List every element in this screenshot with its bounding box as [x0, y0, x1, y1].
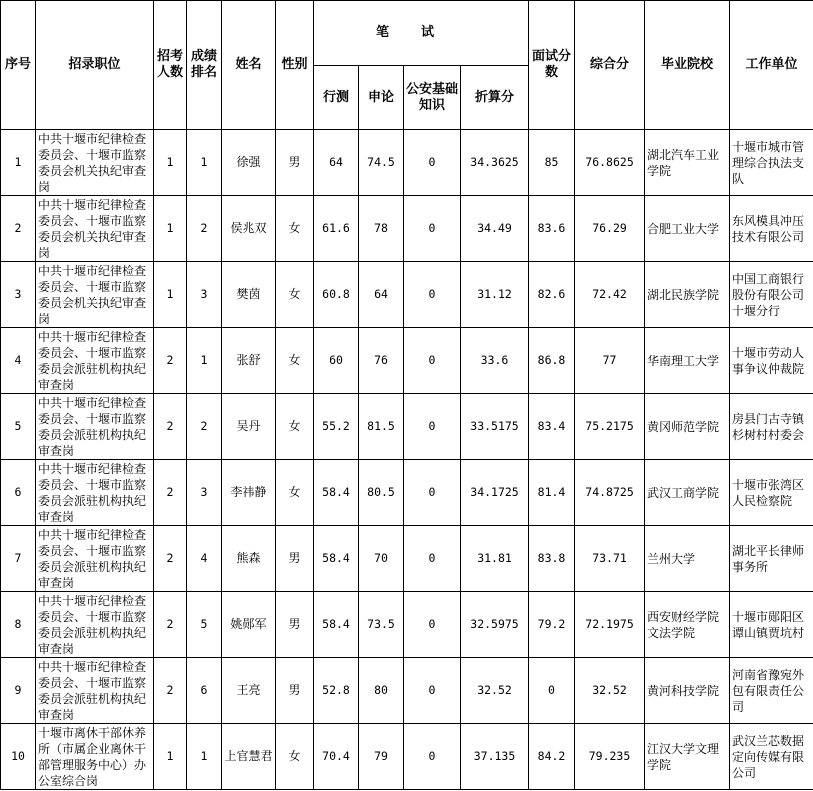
rank-cell: 3 — [187, 460, 222, 526]
header-position: 招录职位 — [36, 1, 154, 130]
position-cell: 中共十堰市纪律检查委员会、十堰市监察委员会派驻机构执纪审查岗 — [36, 460, 154, 526]
name-cell: 上官慧君 — [222, 724, 276, 790]
seq-cell: 6 — [1, 460, 36, 526]
name-cell: 王亮 — [222, 658, 276, 724]
shenlun-cell: 64 — [359, 262, 404, 328]
rank-cell: 5 — [187, 592, 222, 658]
header-employer: 工作单位 — [730, 1, 813, 130]
header-quota: 招考人数 — [154, 1, 187, 130]
xingce-cell: 64 — [314, 130, 359, 196]
rank-cell: 3 — [187, 262, 222, 328]
school-cell: 合肥工业大学 — [645, 196, 730, 262]
interview-cell: 83.6 — [529, 196, 575, 262]
police-cell: 0 — [404, 130, 461, 196]
total-cell: 79.235 — [575, 724, 645, 790]
quota-cell: 2 — [154, 526, 187, 592]
interview-cell: 85 — [529, 130, 575, 196]
rank-cell: 6 — [187, 658, 222, 724]
quota-cell: 2 — [154, 394, 187, 460]
interview-cell: 86.8 — [529, 328, 575, 394]
seq-cell: 10 — [1, 724, 36, 790]
gender-cell: 女 — [276, 262, 314, 328]
seq-cell: 2 — [1, 196, 36, 262]
position-cell: 十堰市离休干部休养所（市属企业离休干部管理服务中心）办公室综合岗 — [36, 724, 154, 790]
quota-cell: 1 — [154, 130, 187, 196]
police-cell: 0 — [404, 196, 461, 262]
quota-cell: 1 — [154, 196, 187, 262]
header-seq: 序号 — [1, 1, 36, 130]
employer-cell: 十堰市劳动人事争议仲裁院 — [730, 328, 813, 394]
gender-cell: 男 — [276, 130, 314, 196]
seq-cell: 5 — [1, 394, 36, 460]
police-cell: 0 — [404, 658, 461, 724]
converted-cell: 31.12 — [461, 262, 529, 328]
quota-cell: 2 — [154, 592, 187, 658]
interview-cell: 0 — [529, 658, 575, 724]
shenlun-cell: 80 — [359, 658, 404, 724]
seq-cell: 8 — [1, 592, 36, 658]
employer-cell: 河南省豫宛外包有限责任公司 — [730, 658, 813, 724]
shenlun-cell: 78 — [359, 196, 404, 262]
xingce-cell: 58.4 — [314, 526, 359, 592]
gender-cell: 女 — [276, 328, 314, 394]
name-cell: 吴丹 — [222, 394, 276, 460]
rank-cell: 4 — [187, 526, 222, 592]
gender-cell: 男 — [276, 592, 314, 658]
converted-cell: 31.81 — [461, 526, 529, 592]
seq-cell: 4 — [1, 328, 36, 394]
total-cell: 76.8625 — [575, 130, 645, 196]
police-cell: 0 — [404, 592, 461, 658]
shenlun-cell: 79 — [359, 724, 404, 790]
table-row — [1, 394, 813, 460]
gender-cell: 男 — [276, 658, 314, 724]
header-written-exam: 笔试 — [314, 1, 529, 66]
rank-cell: 2 — [187, 394, 222, 460]
name-cell: 侯兆双 — [222, 196, 276, 262]
gender-cell: 女 — [276, 724, 314, 790]
converted-cell: 34.49 — [461, 196, 529, 262]
employer-cell: 十堰市城市管理综合执法支队 — [730, 130, 813, 196]
total-cell: 73.71 — [575, 526, 645, 592]
seq-cell: 3 — [1, 262, 36, 328]
converted-cell: 37.135 — [461, 724, 529, 790]
position-cell: 中共十堰市纪律检查委员会、十堰市监察委员会派驻机构执纪审查岗 — [36, 526, 154, 592]
rank-cell: 1 — [187, 328, 222, 394]
header-police-knowledge: 公安基础知识 — [404, 66, 461, 130]
quota-cell: 1 — [154, 262, 187, 328]
interview-cell: 79.2 — [529, 592, 575, 658]
xingce-cell: 55.2 — [314, 394, 359, 460]
interview-cell: 82.6 — [529, 262, 575, 328]
total-cell: 77 — [575, 328, 645, 394]
xingce-cell: 58.4 — [314, 460, 359, 526]
school-cell: 黄河科技学院 — [645, 658, 730, 724]
converted-cell: 34.3625 — [461, 130, 529, 196]
header-interview: 面试分数 — [529, 1, 575, 130]
xingce-cell: 70.4 — [314, 724, 359, 790]
employer-cell: 东风模具冲压技术有限公司 — [730, 196, 813, 262]
converted-cell: 33.5175 — [461, 394, 529, 460]
gender-cell: 女 — [276, 196, 314, 262]
interview-cell: 83.8 — [529, 526, 575, 592]
total-cell: 76.29 — [575, 196, 645, 262]
gender-cell: 女 — [276, 394, 314, 460]
police-cell: 0 — [404, 460, 461, 526]
xingce-cell: 60.8 — [314, 262, 359, 328]
quota-cell: 2 — [154, 460, 187, 526]
total-cell: 32.52 — [575, 658, 645, 724]
shenlun-cell: 80.5 — [359, 460, 404, 526]
shenlun-cell: 73.5 — [359, 592, 404, 658]
table-row — [1, 328, 813, 394]
header-shenlun: 申论 — [359, 66, 404, 130]
header-total: 综合分 — [575, 1, 645, 130]
police-cell: 0 — [404, 394, 461, 460]
seq-cell: 9 — [1, 658, 36, 724]
school-cell: 湖北汽车工业学院 — [645, 130, 730, 196]
xingce-cell: 52.8 — [314, 658, 359, 724]
interview-cell: 81.4 — [529, 460, 575, 526]
employer-cell: 武汉兰芯数据定向传媒有限公司 — [730, 724, 813, 790]
table-row — [1, 262, 813, 328]
school-cell: 黄冈师范学院 — [645, 394, 730, 460]
header-school: 毕业院校 — [645, 1, 730, 130]
table-row — [1, 592, 813, 658]
employer-cell: 湖北平长律师事务所 — [730, 526, 813, 592]
xingce-cell: 61.6 — [314, 196, 359, 262]
converted-cell: 32.5975 — [461, 592, 529, 658]
name-cell: 樊茵 — [222, 262, 276, 328]
converted-cell: 34.1725 — [461, 460, 529, 526]
table-row — [1, 196, 813, 262]
police-cell: 0 — [404, 526, 461, 592]
position-cell: 中共十堰市纪律检查委员会、十堰市监察委员会机关执纪审查岗 — [36, 196, 154, 262]
rank-cell: 2 — [187, 196, 222, 262]
school-cell: 湖北民族学院 — [645, 262, 730, 328]
total-cell: 72.1975 — [575, 592, 645, 658]
header-name: 姓名 — [222, 1, 276, 130]
quota-cell: 2 — [154, 658, 187, 724]
name-cell: 熊森 — [222, 526, 276, 592]
interview-cell: 83.4 — [529, 394, 575, 460]
rank-cell: 1 — [187, 724, 222, 790]
quota-cell: 1 — [154, 724, 187, 790]
table-row — [1, 658, 813, 724]
police-cell: 0 — [404, 724, 461, 790]
header-gender: 性别 — [276, 1, 314, 130]
interview-cell: 84.2 — [529, 724, 575, 790]
quota-cell: 2 — [154, 328, 187, 394]
seq-cell: 1 — [1, 130, 36, 196]
employer-cell: 十堰市郧阳区谭山镇贾坑村 — [730, 592, 813, 658]
position-cell: 中共十堰市纪律检查委员会、十堰市监察委员会派驻机构执纪审查岗 — [36, 394, 154, 460]
table-row — [1, 130, 813, 196]
position-cell: 中共十堰市纪律检查委员会、十堰市监察委员会派驻机构执纪审查岗 — [36, 592, 154, 658]
school-cell: 武汉工商学院 — [645, 460, 730, 526]
xingce-cell: 58.4 — [314, 592, 359, 658]
school-cell: 兰州大学 — [645, 526, 730, 592]
converted-cell: 33.6 — [461, 328, 529, 394]
gender-cell: 男 — [276, 526, 314, 592]
position-cell: 中共十堰市纪律检查委员会、十堰市监察委员会机关执纪审查岗 — [36, 262, 154, 328]
position-cell: 中共十堰市纪律检查委员会、十堰市监察委员会派驻机构执纪审查岗 — [36, 658, 154, 724]
table-row — [1, 460, 813, 526]
school-cell: 华南理工大学 — [645, 328, 730, 394]
employer-cell: 中国工商银行股份有限公司十堰分行 — [730, 262, 813, 328]
header-xingce: 行测 — [314, 66, 359, 130]
name-cell: 李祎静 — [222, 460, 276, 526]
name-cell: 张舒 — [222, 328, 276, 394]
total-cell: 72.42 — [575, 262, 645, 328]
header-rank: 成绩排名 — [187, 1, 222, 130]
rank-cell: 1 — [187, 130, 222, 196]
shenlun-cell: 76 — [359, 328, 404, 394]
table-row — [1, 526, 813, 592]
police-cell: 0 — [404, 262, 461, 328]
employer-cell: 房县门古寺镇杉树村村委会 — [730, 394, 813, 460]
school-cell: 江汉大学文理学院 — [645, 724, 730, 790]
school-cell: 西安财经学院文法学院 — [645, 592, 730, 658]
shenlun-cell: 74.5 — [359, 130, 404, 196]
converted-cell: 32.52 — [461, 658, 529, 724]
header-converted: 折算分 — [461, 66, 529, 130]
position-cell: 中共十堰市纪律检查委员会、十堰市监察委员会派驻机构执纪审查岗 — [36, 328, 154, 394]
total-cell: 75.2175 — [575, 394, 645, 460]
total-cell: 74.8725 — [575, 460, 645, 526]
shenlun-cell: 81.5 — [359, 394, 404, 460]
gender-cell: 女 — [276, 460, 314, 526]
police-cell: 0 — [404, 328, 461, 394]
name-cell: 姚郧军 — [222, 592, 276, 658]
table-row — [1, 724, 813, 790]
position-cell: 中共十堰市纪律检查委员会、十堰市监察委员会机关执纪审查岗 — [36, 130, 154, 196]
name-cell: 徐强 — [222, 130, 276, 196]
xingce-cell: 60 — [314, 328, 359, 394]
seq-cell: 7 — [1, 526, 36, 592]
shenlun-cell: 70 — [359, 526, 404, 592]
employer-cell: 十堰市张湾区人民检察院 — [730, 460, 813, 526]
